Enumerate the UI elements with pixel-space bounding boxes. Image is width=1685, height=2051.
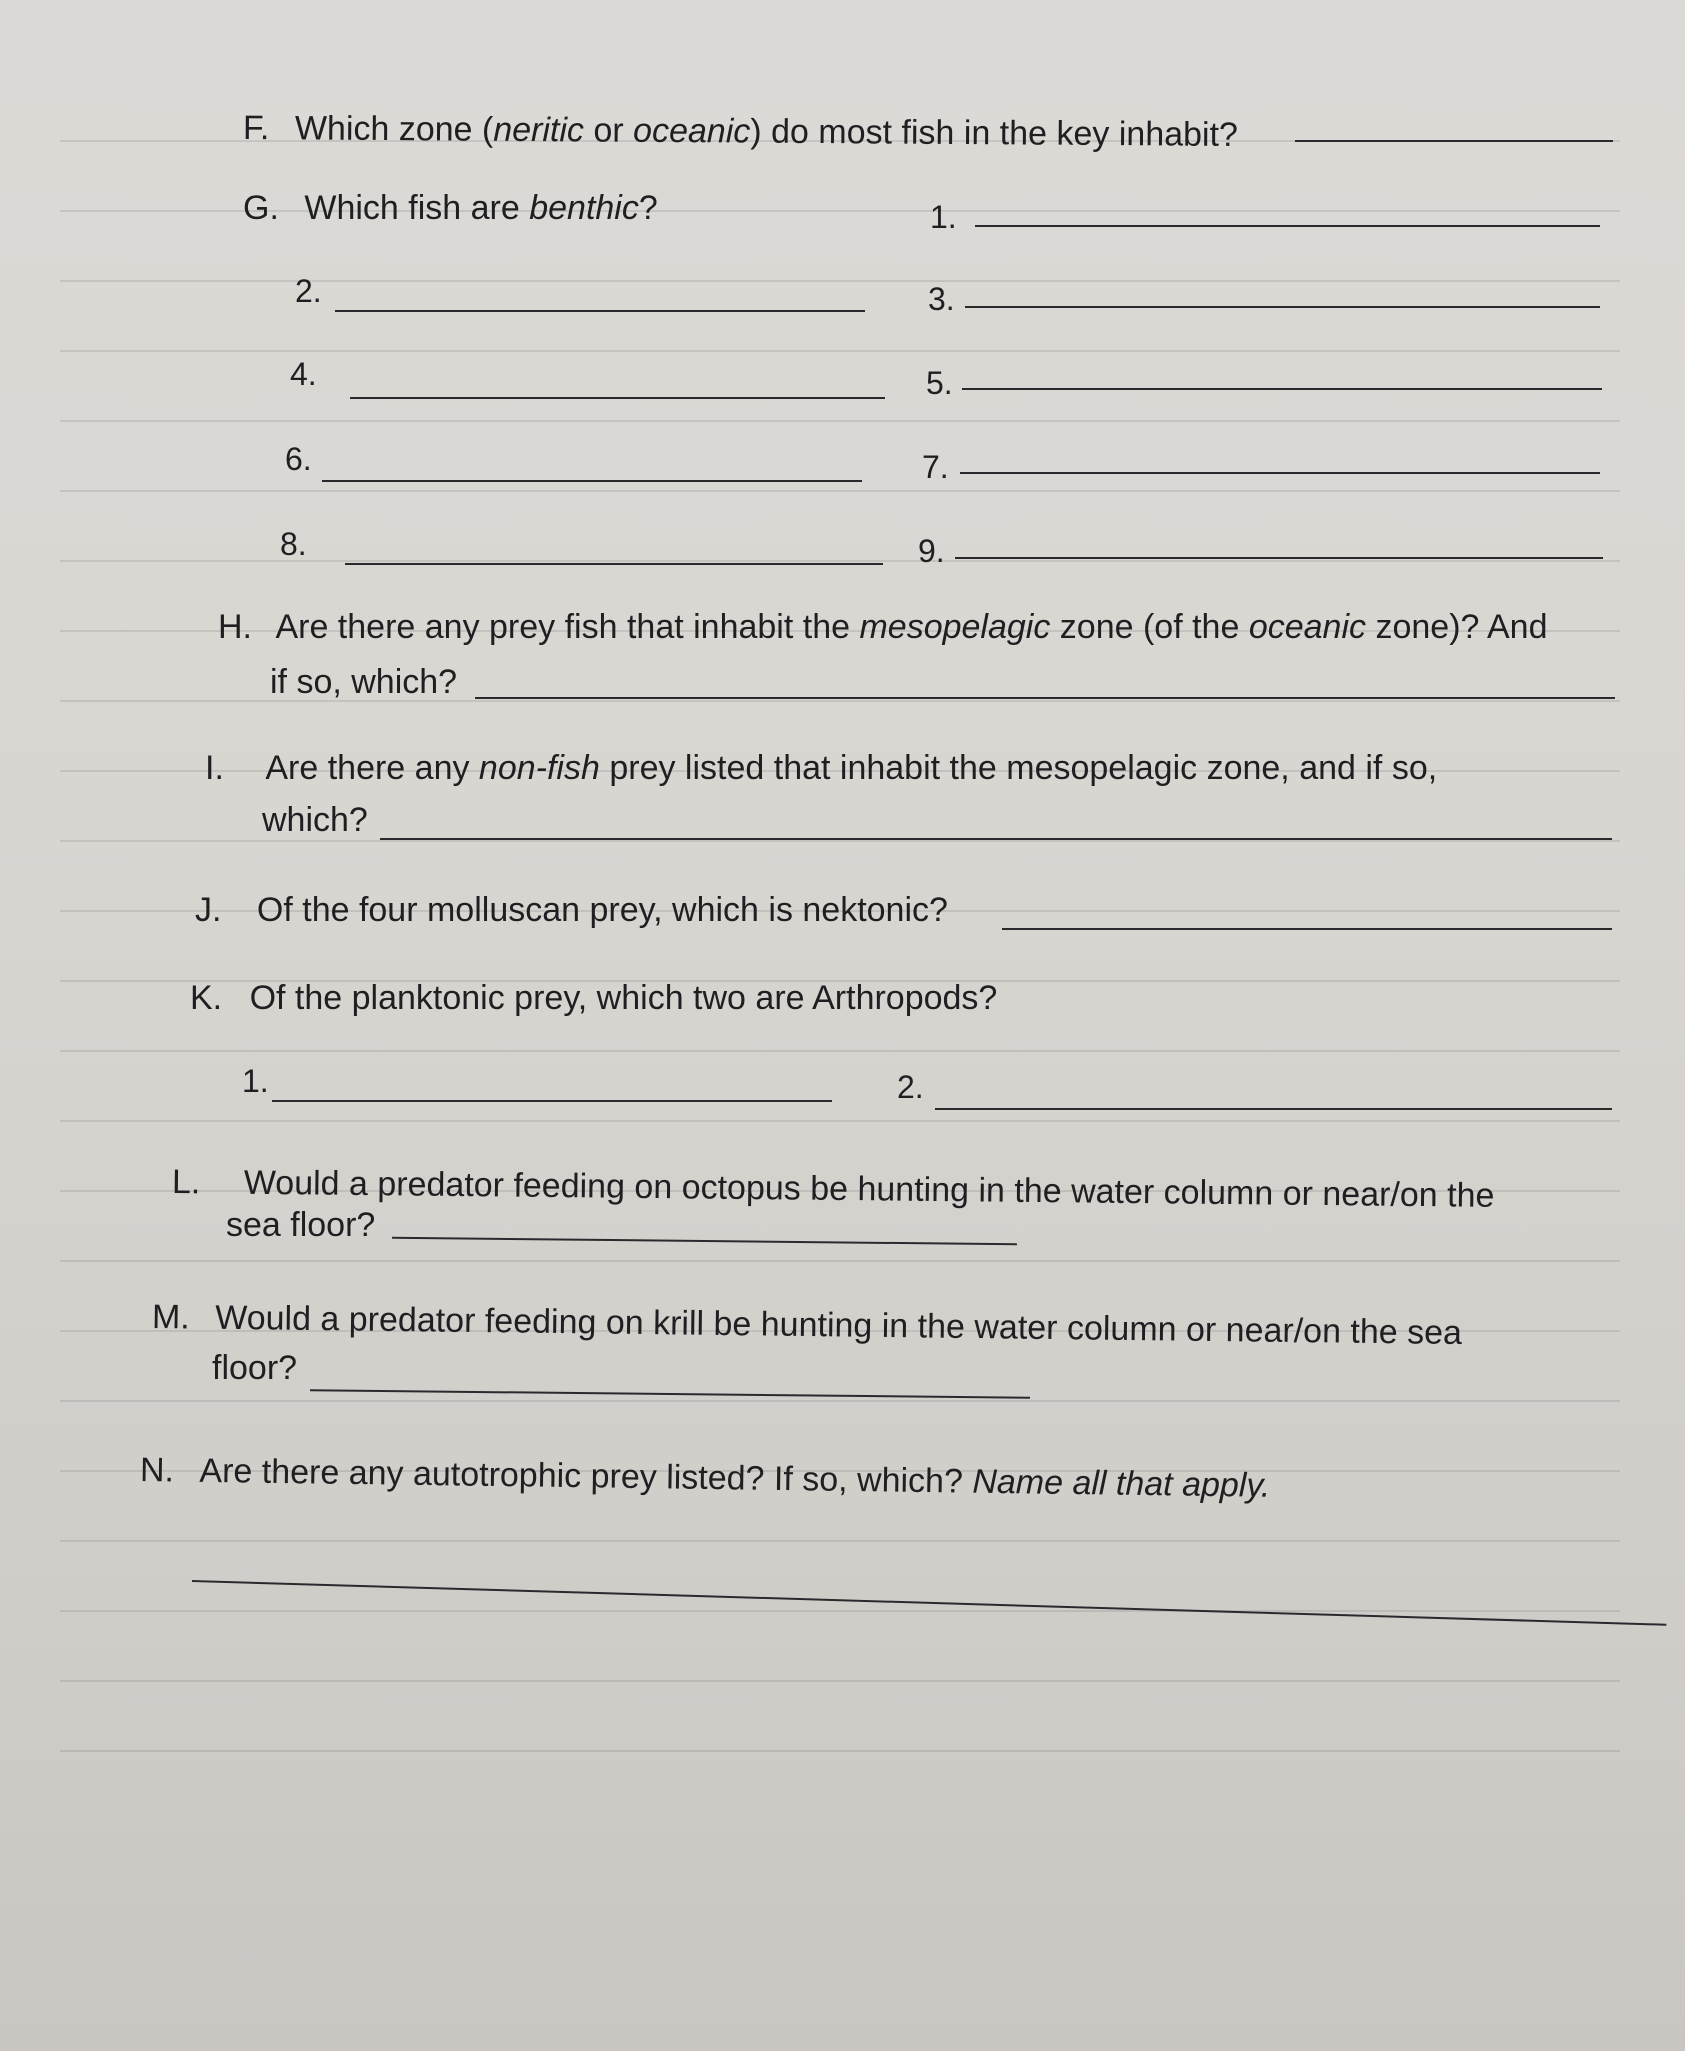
question-j-text: Of the four molluscan prey, which is nektonic? xyxy=(256,891,948,929)
g-number-5: 5. xyxy=(926,365,953,401)
question-n xyxy=(140,1450,1271,1506)
question-k-letter: K. xyxy=(190,979,223,1017)
question-i-line2: which? xyxy=(262,801,368,839)
question-n-letter: N. xyxy=(139,1451,175,1490)
g-number-7: 7. xyxy=(922,449,949,485)
question-k xyxy=(190,978,997,1018)
question-i-letter: I. xyxy=(205,749,224,787)
question-n-text: Are there any autotrophic prey listed? If so, which? xyxy=(199,1451,964,1501)
answer-blank-m[interactable] xyxy=(310,1389,1030,1399)
answer-blank-f[interactable] xyxy=(1295,140,1613,142)
k-number-2: 2. xyxy=(897,1069,924,1105)
answer-blank-k2[interactable] xyxy=(935,1108,1612,1110)
question-f-oceanic: oceanic xyxy=(632,111,751,151)
question-f-letter: F. xyxy=(242,109,270,148)
question-g-letter: G. xyxy=(243,189,279,227)
question-h xyxy=(218,607,1548,647)
question-i-text-1: Are there any xyxy=(265,749,479,787)
question-h-text-2: zone (of the xyxy=(1050,608,1249,646)
question-h-text-3: zone)? And xyxy=(1366,608,1548,646)
question-f-text-2: or xyxy=(583,111,634,150)
answer-blank-k1[interactable] xyxy=(272,1100,832,1102)
g-number-6: 6. xyxy=(285,441,312,477)
answer-blank-g7[interactable] xyxy=(960,472,1600,474)
question-m-letter: M. xyxy=(151,1298,191,1337)
k-number-1: 1. xyxy=(242,1063,269,1099)
g-number-4: 4. xyxy=(290,356,317,392)
answer-blank-l[interactable] xyxy=(392,1237,1017,1246)
question-g-text-2: ? xyxy=(638,189,658,227)
g-number-9: 9. xyxy=(918,533,945,569)
answer-blank-g3[interactable] xyxy=(965,306,1600,308)
question-f-text-3: ) do most fish in the key inhabit? xyxy=(750,112,1239,154)
answer-blank-g9[interactable] xyxy=(955,557,1603,559)
question-g xyxy=(243,188,658,228)
question-j xyxy=(195,890,948,930)
answer-blank-j[interactable] xyxy=(1002,928,1612,930)
question-f-text-1: Which zone ( xyxy=(294,109,494,149)
g-number-2: 2. xyxy=(295,273,322,309)
question-l-line2: sea floor? xyxy=(226,1206,376,1244)
question-h-mesopelagic: mesopelagic xyxy=(859,608,1051,646)
question-f-neritic: neritic xyxy=(493,110,585,150)
answer-blank-g5[interactable] xyxy=(962,388,1602,390)
answer-blank-g4[interactable] xyxy=(350,397,885,399)
answer-blank-n[interactable] xyxy=(192,1580,1666,1626)
answer-blank-i[interactable] xyxy=(380,838,1612,840)
question-h-text-1: Are there any prey fish that inhabit the xyxy=(275,608,860,646)
answer-blank-g1[interactable] xyxy=(975,225,1600,227)
answer-blank-g6[interactable] xyxy=(322,480,862,482)
question-i xyxy=(205,748,1437,788)
question-g-benthic: benthic xyxy=(529,189,639,227)
question-m xyxy=(152,1297,1462,1353)
question-h-letter: H. xyxy=(218,608,252,646)
question-j-letter: J. xyxy=(195,891,222,929)
g-number-3: 3. xyxy=(928,281,955,317)
question-l-letter: L. xyxy=(171,1163,201,1202)
question-i-non-fish: non-fish xyxy=(478,749,600,787)
question-g-text-1: Which fish are xyxy=(304,189,530,227)
question-f xyxy=(243,108,1238,155)
answer-blank-g8[interactable] xyxy=(345,563,883,565)
question-n-instruction: Name all that apply. xyxy=(972,1462,1271,1505)
question-m-line2: floor? xyxy=(212,1349,298,1387)
answer-blank-g2[interactable] xyxy=(335,310,865,312)
question-h-line2: if so, which? xyxy=(270,663,458,701)
g-number-8: 8. xyxy=(280,526,307,562)
question-k-text: Of the planktonic prey, which two are Arthropods? xyxy=(249,979,998,1017)
question-l-text: Would a predator feeding on octopus be hunting in the water column or near/on the xyxy=(243,1163,1495,1215)
answer-blank-h[interactable] xyxy=(475,697,1615,699)
question-m-text: Would a predator feeding on krill be hunting in the water column or near/on the sea xyxy=(214,1298,1463,1353)
question-h-oceanic: oceanic xyxy=(1248,608,1367,646)
question-i-text-2: prey listed that inhabit the mesopelagic zone, and if so, xyxy=(599,749,1438,787)
g-number-1: 1. xyxy=(930,199,957,235)
bleed-through-texture xyxy=(60,140,1620,2020)
